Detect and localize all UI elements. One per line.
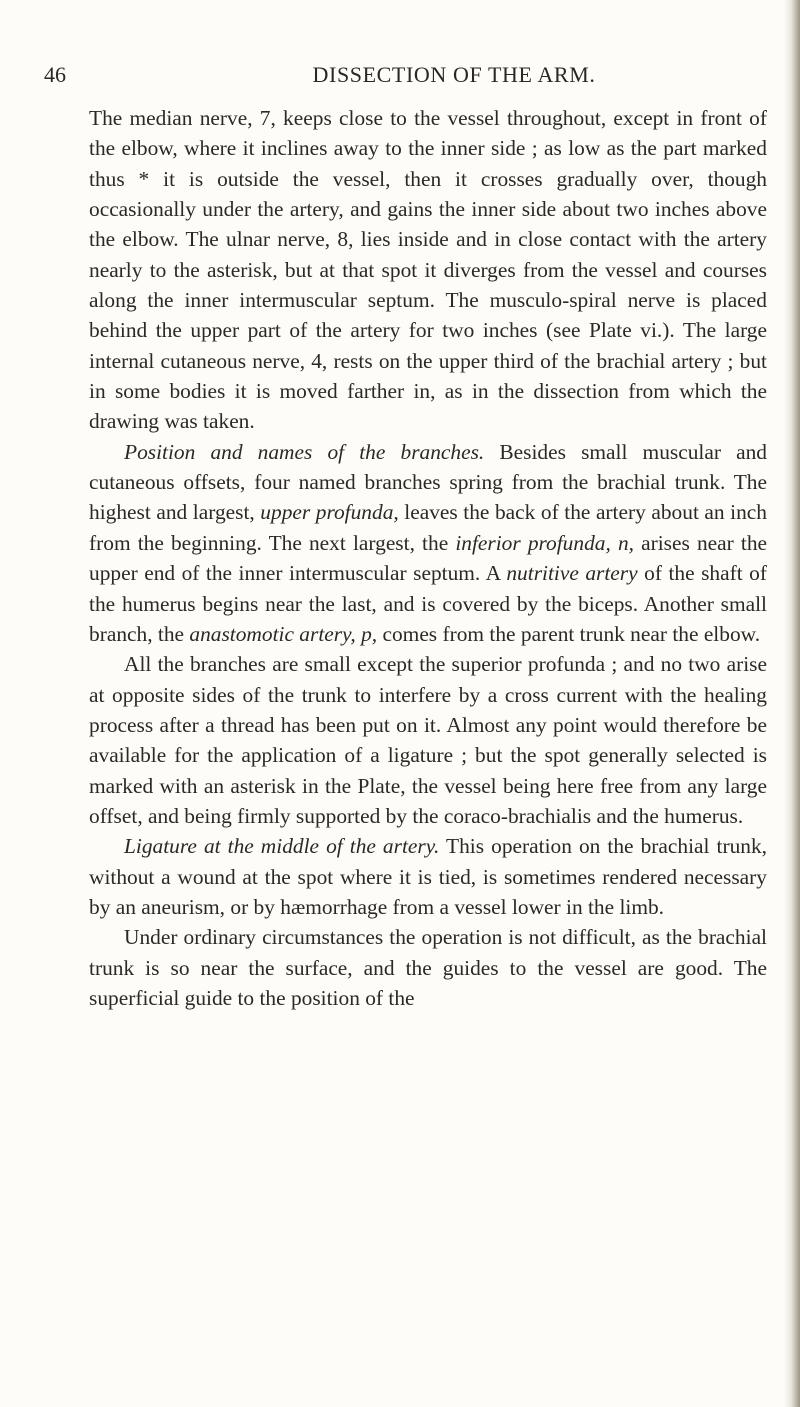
page-header xyxy=(44,62,774,94)
paragraph-ligature-middle xyxy=(89,831,767,922)
body-text xyxy=(89,103,767,1013)
paragraph-ligature-site xyxy=(89,649,767,831)
paragraph-text: The median nerve, 7, keeps close to the vessel throughout, except in front of the elbow, where it inclines away to the inner side ; as low as the part marked thus * it is outside the vessel, then it crosses gradually over, though occasionally under the artery, and gains the inner side about two inches above the elbow. The ulnar nerve, 8, lies inside and in close contact with the artery nearly to the asterisk, but at that spot it diverges from the vessel and courses along the inner intermuscular septum. The musculo-spiral nerve is placed behind the upper part of the artery for two inches (see Plate vi.). The large internal cutaneous nerve, 4, rests on the upper third of the brachial artery ; but in some bodies it is moved farther in, as in the dissection from which the drawing was taken. xyxy=(89,106,767,434)
term-upper-profunda: upper profunda, xyxy=(260,500,399,525)
section-heading-branches: Position and names of the branches. xyxy=(124,439,485,464)
term-nutritive-artery: nutritive artery xyxy=(506,561,638,586)
running-title: DISSECTION OF THE ARM. xyxy=(312,62,596,87)
term-inferior-profunda: inferior profunda, n, xyxy=(455,530,634,555)
paragraph-text: arises near the upper end of the inner intermuscular septum. A xyxy=(89,530,768,586)
paragraph-text: Besides small muscular and cutaneous offsets, four named branches spring from the brachial trunk. The highest and largest, xyxy=(89,439,767,525)
paragraph-text: leaves the back of the artery about an inch from the beginning. The next largest, the xyxy=(89,500,767,555)
page-number: 46 xyxy=(44,62,66,87)
paragraph-text: of the shaft of the humerus begins near the last, and is covered by the biceps. Another small branch, the xyxy=(89,561,767,646)
paragraph-branches xyxy=(89,437,767,649)
paragraph-text: Under ordinary circumstances the operation is not difficult, as the brachial trunk is so near the surface, and the guides to the vessel are good. The superficial guide to the position of the xyxy=(89,925,767,1010)
paragraph-operation xyxy=(89,922,767,1013)
paragraph-median-nerve xyxy=(89,103,767,437)
paragraph-text: comes from the parent trunk near the elbow. xyxy=(377,621,761,646)
paragraph-text: This operation on the brachial trunk, without a wound at the spot where it is tied, is sometimes rendered necessary by an aneurism, or by hæmorrhage from a vessel lower in the limb. xyxy=(89,834,767,919)
term-anastomotic-artery: anastomotic artery, p, xyxy=(189,621,378,646)
section-heading-ligature: Ligature at the middle of the artery. xyxy=(124,834,440,859)
paragraph-text: All the branches are small except the superior profunda ; and no two arise at opposite sides of the trunk to interfere by a cross current with the healing process after a thread has been put on it. Almost any point would therefore be available for the application of a ligature ; but the spot generally selected is marked with an asterisk in the Plate, the vessel being here free from any large offset, and being firmly supported by the coraco-brachialis and the humerus. xyxy=(89,652,767,828)
page-edge-shadow xyxy=(784,0,800,1407)
